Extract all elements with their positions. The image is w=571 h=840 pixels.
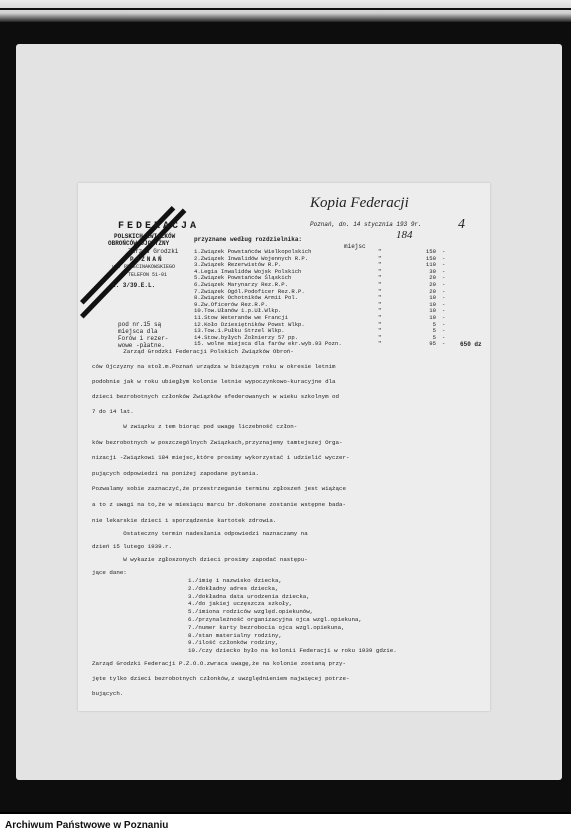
allocation-item-label: 9.Zw.Oficerów Rez.R.P.: [194, 300, 268, 308]
allocation-item-suffix: -: [442, 320, 446, 328]
allocation-item-label: 8.Związek Ochotników Armii Pol.: [194, 294, 299, 302]
allocation-item-dash: ": [378, 327, 382, 335]
allocation-item-suffix: -: [442, 274, 446, 282]
top-band-line: [0, 8, 571, 10]
allocation-item-suffix: -: [442, 307, 446, 315]
side-note-line-4: wowe -płatne.: [118, 342, 165, 349]
letter-body: [78, 183, 490, 711]
allocation-total: 650 dz: [460, 341, 482, 348]
letterhead-line-4: POZNAŃ: [130, 256, 164, 263]
allocation-item-suffix: -: [442, 287, 446, 295]
paragraph-1-line: Zarząd Grodzki Federacji Polskich Związków Obroń-: [92, 348, 294, 355]
allocation-item-label: 11.Stow Weteranów we Francji: [194, 314, 288, 321]
stamp-number: 184: [396, 229, 413, 241]
allocation-item-count: 10: [429, 300, 436, 308]
question-item: 4./do jakiej uczęszcza szkoły,: [188, 600, 293, 608]
question-item: 6./przynależność organizacyjna ojca wzgl.opiekuna,: [188, 616, 362, 623]
viewer-top-band: [0, 0, 571, 22]
question-item: 10./czy dziecko było na kolonii Federacji w roku 1939 gdzie.: [188, 647, 397, 655]
paragraph-4-line: jęte tylko dzieci bezrobotnych członków,z uwzględnieniem najwięcej potrze-: [92, 675, 350, 682]
allocation-item-label: 13.Tow.1.Pułku Strzel Wlkp.: [194, 327, 285, 335]
allocation-item-dash: ": [378, 254, 382, 262]
allocation-item-suffix: -: [442, 267, 446, 275]
allocation-item-dash: ": [378, 248, 382, 255]
allocation-item-label: 14.Stow.byłych Żołnierzy 57 pp.: [194, 333, 299, 341]
paragraph-3-line: W wykazie zgłoszonych dzieci prosimy zapodać następu-: [92, 556, 308, 563]
paragraph-1-line: ców Ojczyzny na stoł.m.Poznań urządza w bieżącym roku w okresie letnim: [92, 363, 336, 370]
side-note-line-2: miejsca dla: [118, 328, 158, 335]
allocation-item-suffix: -: [442, 294, 446, 302]
paragraph-2-line: pujących odpowiedzi na poniżej zapodane pytania.: [92, 469, 259, 477]
question-item: 8./stan materialny rodziny,: [188, 631, 282, 639]
document-letter: [78, 183, 490, 711]
letterhead-reference: L. 3/39.E.L.: [112, 282, 156, 289]
side-note-line-1: pod nr.15 są: [118, 321, 162, 328]
archive-label: Archiwum Państwowe w Poznaniu: [5, 820, 169, 831]
paragraph-2-line: nie lekarskie dzieci i sporządzenie kartotek zdrowia.: [92, 516, 277, 524]
question-item: 2./dokładny adres dziecka,: [188, 584, 279, 592]
allocation-item-suffix: -: [442, 300, 446, 308]
question-item: 1./imię i nazwisko dziecka,: [188, 577, 282, 584]
allocation-item-label: 15. wolne miejsca dla farów ekr.wyb.93 Pozn.: [194, 340, 342, 348]
allocation-item-label: 3.Związek Rezerwistów R.P.: [194, 261, 282, 269]
letterhead-line-2: OBROŃCÓW OJCZYZNY: [108, 240, 170, 247]
paragraph-2-line: a to z uwagi na to,że w miesiącu marcu br.dokonane zostanie wstępne bada-: [92, 501, 346, 508]
allocation-item-count: 150: [425, 248, 436, 255]
allocation-item-count: 5: [432, 333, 436, 341]
letterhead-line-1: POLSKICH ZWIĄZKÓW: [114, 233, 176, 240]
paragraph-4-line: Zarząd Grodzki Federacji P.Z.O.O.zwraca uwagę,że na kolonie zostaną przy-: [92, 660, 346, 667]
allocation-item-dash: ": [378, 307, 382, 315]
allocation-intro: przyznane według rozdzielnika:: [194, 236, 303, 243]
allocation-item-dash: ": [378, 320, 382, 328]
allocation-item-dash: ": [378, 274, 382, 282]
letterhead-title: FEDERACJA: [118, 221, 200, 232]
question-item: 3./dokładna data urodzenia dziecka,: [188, 592, 310, 600]
handwritten-note: Kopia Federacji: [310, 195, 409, 211]
allocation-item-count: 20: [429, 281, 436, 288]
allocation-item-dash: ": [378, 333, 382, 341]
allocation-item-suffix: -: [442, 333, 446, 341]
allocation-item-label: 4.Legia Inwalidów Wojsk Polskich: [194, 267, 302, 275]
allocation-item-dash: ": [378, 300, 382, 308]
allocation-item-count: 110: [425, 261, 436, 269]
archive-footer: [0, 812, 571, 840]
allocation-item-dash: ": [378, 294, 382, 302]
allocation-item-suffix: -: [442, 340, 446, 348]
paragraph-3-line: dzień 15 lutego 1939.r.: [92, 543, 173, 550]
allocation-item-label: 1.Związek Powstańców Wielkopolskich: [194, 248, 312, 255]
side-note-line-3: Forów i rezer-: [118, 335, 169, 342]
allocation-item-dash: ": [378, 287, 382, 295]
question-item: 7./numer karty bezrobocia ojca wzgl.opiekuna,: [188, 623, 345, 631]
letterhead-address: ul. PRZECINAKOWSKIEGO: [112, 264, 176, 270]
paragraph-1-line: 7 do 14 lat.: [92, 408, 134, 415]
allocation-item-count: 5: [432, 327, 436, 335]
allocation-item-label: 5.Związek Powstańców Śląskich: [194, 274, 292, 282]
handwritten-mark: 4: [458, 217, 465, 232]
place-date: Poznań, dn. 14 stycznia 193 9r.: [310, 221, 422, 228]
allocation-column-head: miejsc: [344, 243, 366, 250]
paragraph-2-line: Pozwalamy sobie zaznaczyć,że przestrzeganie terminu zgłoszeń jest wiążące: [92, 485, 346, 493]
paragraph-3-line: Ostateczny termin nadesłania odpowiedzi naznaczamy na: [92, 530, 308, 537]
letterhead-phone: TELEFON 51-01: [128, 272, 168, 278]
allocation-item-count: 30: [429, 267, 436, 275]
allocation-item-count: 150: [425, 254, 436, 262]
allocation-item-count: 10: [429, 314, 436, 321]
question-item: 9./ilość członków rodziny,: [188, 639, 279, 647]
allocation-item-label: 2.Związek Inwalidów Wojennych R.P.: [194, 254, 309, 262]
paragraph-2-line: ków bezrobotnych w poszczególnych Związkach,przyznajemy tamtejszej Orga-: [92, 438, 343, 446]
allocation-item-dash: ": [378, 261, 382, 269]
allocation-item-dash: ": [378, 267, 382, 275]
allocation-item-label: 6.Związek Marynarzy Rez.R.P.: [194, 281, 288, 288]
paragraph-2-line: nizacji -Związkowi 184 miejsc,które prosimy wykorzystać i udzielić wyczer-: [92, 454, 350, 462]
allocation-item-suffix: -: [442, 314, 446, 321]
paragraph-3-line: jące dane:: [92, 569, 127, 576]
allocation-item-count: 10: [429, 294, 436, 302]
question-item: 5./imiona rodziców względ.opiekunów,: [188, 608, 314, 616]
allocation-item-suffix: -: [442, 327, 446, 335]
paragraph-4-line: bujących.: [92, 690, 124, 697]
allocation-item-dash: ": [378, 314, 382, 321]
letterhead-line-3: Zarząd Grodzki: [128, 248, 179, 255]
allocation-item-suffix: -: [442, 248, 446, 255]
allocation-item-label: 12.Koło Dziesiętników Powst Wlkp.: [194, 320, 305, 328]
allocation-item-dash: ": [378, 340, 382, 348]
paragraph-1-line: podobnie jak w roku ubiegłym kolonie letnie wypoczynkowo-kuracyjne dla: [92, 378, 336, 385]
allocation-item-label: 10.Tow.Ułanów 1.p.Uł.Wlkp.: [194, 307, 282, 315]
allocation-item-count: 10: [429, 307, 436, 315]
allocation-item-suffix: -: [442, 254, 446, 262]
paragraph-2-line: W związku z tem biorąc pod uwagę liczebność człon-: [92, 423, 298, 430]
allocation-item-count: 95: [429, 340, 436, 348]
allocation-item-suffix: -: [442, 261, 446, 269]
paragraph-1-line: dzieci bezrobotnych członków Związków sfederowanych w wieku szkolnym od: [92, 393, 339, 400]
allocation-item-suffix: -: [442, 281, 446, 288]
allocation-item-label: 7.Związek Ogól.Podoficer Rez.R.P.: [194, 287, 305, 295]
allocation-item-dash: ": [378, 281, 382, 288]
allocation-item-count: 5: [432, 320, 436, 328]
allocation-item-count: 20: [429, 274, 436, 282]
allocation-item-count: 20: [429, 287, 436, 295]
